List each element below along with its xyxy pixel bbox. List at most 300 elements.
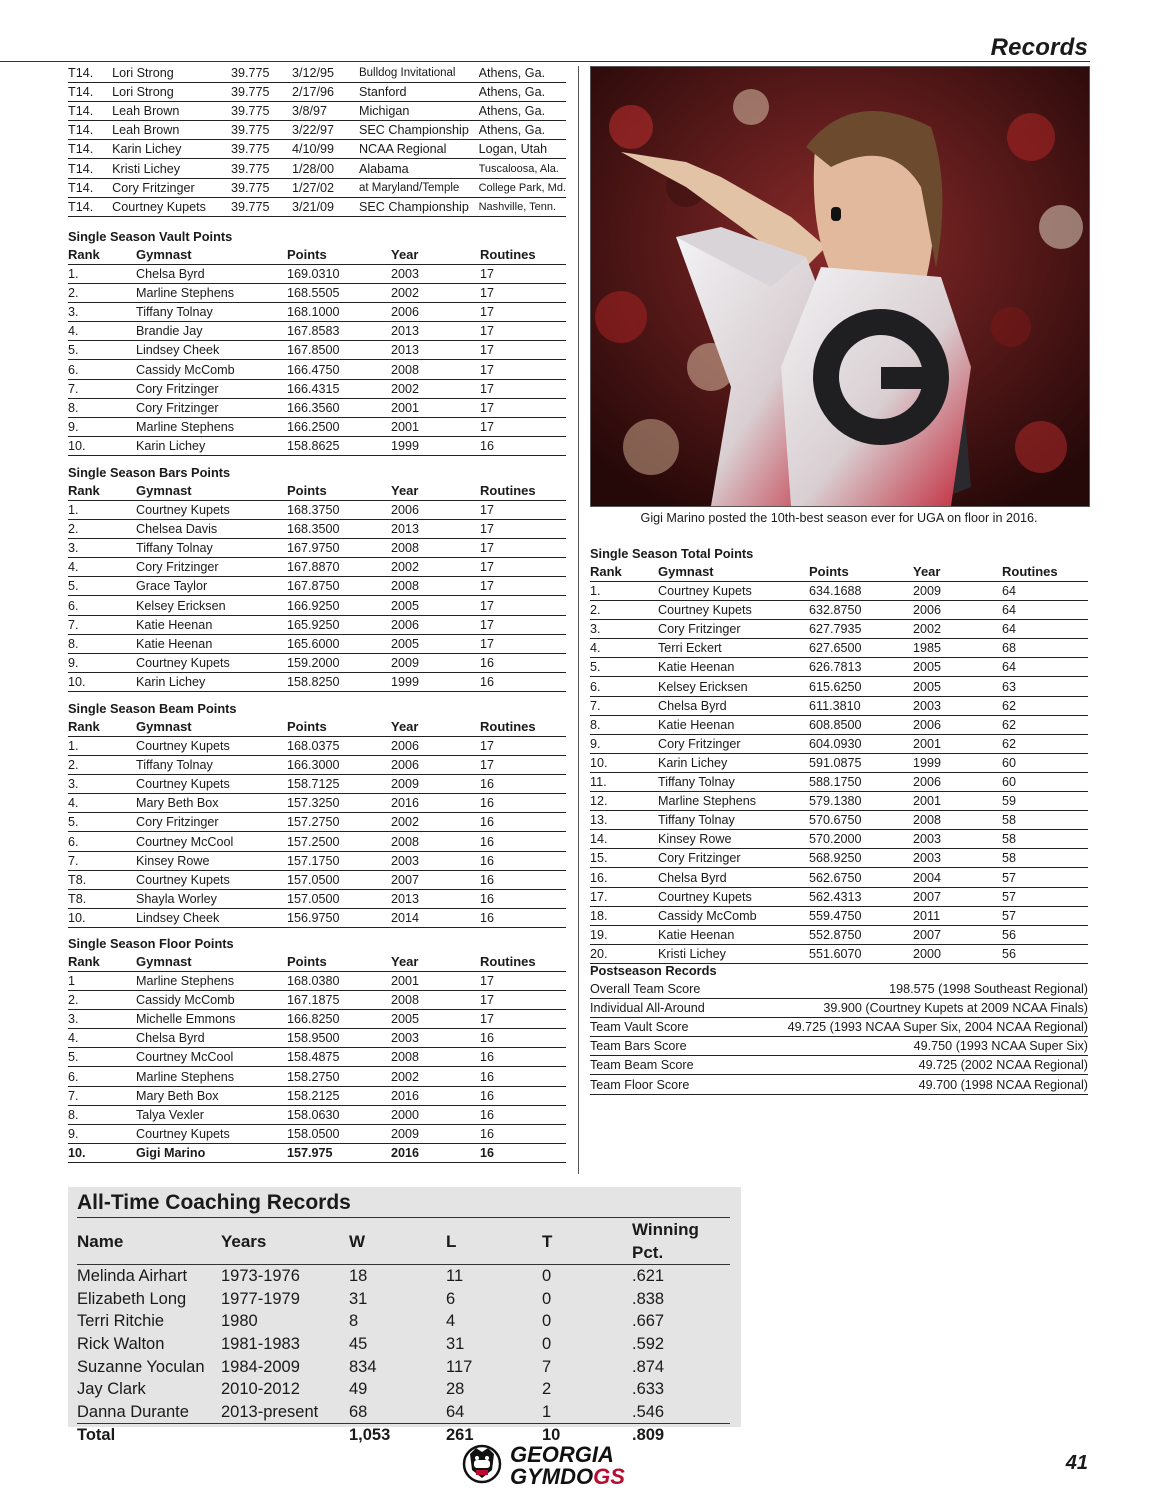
table-cell: 166.3560 <box>287 398 391 417</box>
column-header: Points <box>287 246 391 265</box>
table-cell: T14. <box>68 83 112 102</box>
table-cell: 3. <box>590 620 658 639</box>
table-cell: Marline Stephens <box>136 284 287 303</box>
table-cell: 2004 <box>913 868 1002 887</box>
page-number: 41 <box>1065 1452 1088 1474</box>
table-cell: 608.8500 <box>809 715 913 734</box>
table-cell: 3. <box>68 775 136 794</box>
table-row <box>68 284 566 303</box>
table-cell: Kinsey Rowe <box>658 830 809 849</box>
table-cell: 16 <box>480 1086 566 1105</box>
table-row <box>68 83 566 102</box>
table-cell: Stanford <box>359 83 479 102</box>
table-cell: Terri Eckert <box>658 639 809 658</box>
table-cell: 166.8250 <box>287 1010 391 1029</box>
column-header: Points <box>287 718 391 737</box>
table-cell: 2008 <box>391 539 480 558</box>
table-cell: 158.8625 <box>287 436 391 455</box>
table-cell: College Park, Md. <box>479 178 566 197</box>
table-cell: 3. <box>68 1010 136 1029</box>
table-cell: 2005 <box>913 677 1002 696</box>
table-cell: T14. <box>68 197 112 216</box>
table-cell: 2 <box>542 1380 552 1399</box>
table-cell: 3/8/97 <box>292 102 359 121</box>
total-section <box>590 545 1088 964</box>
table-cell: T14. <box>68 178 112 197</box>
column-header: Routines <box>480 718 566 737</box>
table-cell: Courtney Kupets <box>112 197 231 216</box>
table-cell: 7. <box>68 1086 136 1105</box>
table-cell: Tiffany Tolnay <box>136 756 287 775</box>
column-header: Rank <box>590 563 658 582</box>
photo-caption: Gigi Marino posted the 10th-best season ever for UGA on floor in 2016. <box>640 511 1038 525</box>
column-header: Gymnast <box>136 718 287 737</box>
table-row <box>68 794 566 813</box>
table-cell: 39.775 <box>231 197 292 216</box>
coaching-title: All-Time Coaching Records <box>77 1191 351 1214</box>
table-row <box>68 577 566 596</box>
table-cell: 2016 <box>391 1143 480 1162</box>
table-cell: Tiffany Tolnay <box>658 811 809 830</box>
table-cell: 2009 <box>391 1124 480 1143</box>
table-cell: Cory Fritzinger <box>112 178 231 197</box>
table-cell: 168.3750 <box>287 501 391 520</box>
table-cell: 17 <box>480 379 566 398</box>
table-cell: Mary Beth Box <box>136 794 287 813</box>
table-cell: 9. <box>68 653 136 672</box>
table-cell: 12. <box>590 792 658 811</box>
table-cell: 17 <box>480 577 566 596</box>
table-cell: 2001 <box>391 417 480 436</box>
header-row <box>68 953 566 972</box>
table-row <box>68 851 566 870</box>
table-cell: 6 <box>446 1289 456 1308</box>
table-cell: T14. <box>68 121 112 140</box>
table-row <box>68 417 566 436</box>
table-cell: 5. <box>68 813 136 832</box>
table-cell: 1. <box>68 501 136 520</box>
table-cell: 632.8750 <box>809 601 913 620</box>
record-label: Team Bars Score <box>590 1037 728 1056</box>
table-cell: Leah Brown <box>112 121 231 140</box>
record-value: 198.575 (1998 Southeast Regional) <box>728 980 1088 999</box>
table-cell: 62 <box>1002 696 1088 715</box>
table-cell: 19. <box>590 925 658 944</box>
table-cell: 2001 <box>913 792 1002 811</box>
table-cell: Katie Heenan <box>136 615 287 634</box>
table-cell: 18. <box>590 906 658 925</box>
table-cell: Marline Stephens <box>658 792 809 811</box>
table-cell: 2005 <box>391 634 480 653</box>
table-cell: 157.3250 <box>287 794 391 813</box>
table-cell: Karin Lichey <box>136 672 287 691</box>
table-row <box>68 972 566 991</box>
table-cell: 1/27/02 <box>292 178 359 197</box>
table-cell: 2016 <box>391 794 480 813</box>
table-row <box>68 360 566 379</box>
table-cell: Bulldog Invitational <box>359 64 479 83</box>
table-row <box>590 906 1088 925</box>
section-title: Single Season Floor Points <box>68 936 234 951</box>
table-cell: Danna Durante <box>77 1402 189 1421</box>
table-cell: 2013-present <box>221 1402 319 1421</box>
table-cell: 39.775 <box>231 102 292 121</box>
table-row <box>68 813 566 832</box>
table-cell: 2011 <box>913 906 1002 925</box>
table-cell: 2002 <box>391 1067 480 1086</box>
table-cell: Chelsa Byrd <box>136 265 287 284</box>
coaching-records-box <box>68 1187 741 1445</box>
table-row <box>68 265 566 284</box>
table-cell: 17 <box>480 558 566 577</box>
table-row <box>68 1029 566 1048</box>
table-cell: Marline Stephens <box>136 417 287 436</box>
table-cell: Brandie Jay <box>136 322 287 341</box>
table-cell: 158.8250 <box>287 672 391 691</box>
table-cell: 2/17/96 <box>292 83 359 102</box>
table-cell: NCAA Regional <box>359 140 479 159</box>
table-cell: Lori Strong <box>112 83 231 102</box>
table-row <box>68 870 566 889</box>
table-row <box>590 582 1088 601</box>
table-row <box>68 832 566 851</box>
section-title: Postseason Records <box>590 963 717 978</box>
table-row <box>590 734 1088 753</box>
table-row <box>590 811 1088 830</box>
table-cell <box>221 1424 349 1447</box>
table-cell: Elizabeth Long <box>77 1289 187 1308</box>
table-cell: 2000 <box>391 1105 480 1124</box>
table-cell: 60 <box>1002 753 1088 772</box>
table-cell: 2005 <box>913 658 1002 677</box>
table-cell: Katie Heenan <box>658 658 809 677</box>
table-cell: 117 <box>446 1357 473 1376</box>
table-cell: .546 <box>632 1402 665 1421</box>
table-cell: 64 <box>446 1402 465 1421</box>
table-cell: 168.3500 <box>287 520 391 539</box>
column-header: Routines <box>1002 563 1088 582</box>
table-cell: SEC Championship <box>359 197 479 216</box>
table-cell: 60 <box>1002 772 1088 791</box>
logo-line1: GEORGIA <box>510 1442 614 1467</box>
table-cell: 16 <box>480 1048 566 1067</box>
table-row <box>68 653 566 672</box>
table-cell: 2013 <box>391 322 480 341</box>
table-cell: 4. <box>68 794 136 813</box>
table-cell: 158.0500 <box>287 1124 391 1143</box>
table-cell: 16 <box>480 1143 566 1162</box>
table-cell: 2007 <box>913 925 1002 944</box>
record-label: Team Vault Score <box>590 1018 728 1037</box>
table-cell: 64 <box>1002 620 1088 639</box>
table-cell: 58 <box>1002 830 1088 849</box>
table-cell: 31 <box>446 1335 465 1354</box>
table-cell: 17 <box>480 520 566 539</box>
column-header: L <box>446 1218 542 1265</box>
table-cell: 7. <box>68 379 136 398</box>
column-header: Year <box>913 563 1002 582</box>
table-cell: 165.9250 <box>287 615 391 634</box>
table-cell: 1999 <box>391 672 480 691</box>
table-row <box>68 889 566 908</box>
table-cell: 156.9750 <box>287 908 391 927</box>
record-label: Overall Team Score <box>590 980 728 999</box>
table-row <box>77 1355 730 1378</box>
table-cell: 8. <box>68 1105 136 1124</box>
table-cell: 5. <box>590 658 658 677</box>
column-header: Year <box>391 246 480 265</box>
table-cell: Katie Heenan <box>658 715 809 734</box>
table-cell: Cassidy McComb <box>658 906 809 925</box>
table-cell: 834 <box>349 1357 377 1376</box>
table-cell: Michelle Emmons <box>136 1010 287 1029</box>
table-cell: 2006 <box>391 756 480 775</box>
table-cell: 0 <box>542 1267 552 1286</box>
table-cell: 157.0500 <box>287 889 391 908</box>
table-row <box>68 341 566 360</box>
table-cell: 626.7813 <box>809 658 913 677</box>
table-cell: 6. <box>590 677 658 696</box>
table-cell: Chelsa Byrd <box>658 696 809 715</box>
table-cell: 68 <box>1002 639 1088 658</box>
table-cell: 20. <box>590 944 658 963</box>
table-cell: Courtney Kupets <box>136 737 287 756</box>
table-cell: .809 <box>632 1424 730 1447</box>
table-cell: 3. <box>68 539 136 558</box>
top-scores-table <box>68 64 566 217</box>
table-cell: 3/12/95 <box>292 64 359 83</box>
table-row <box>68 197 566 216</box>
table-cell: 559.4750 <box>809 906 913 925</box>
table-cell: Courtney McCool <box>136 1048 287 1067</box>
table-cell: Athens, Ga. <box>479 102 566 121</box>
table-cell: 17 <box>480 756 566 775</box>
table-cell: 562.6750 <box>809 868 913 887</box>
table-cell: 169.0310 <box>287 265 391 284</box>
column-header: Rank <box>68 718 136 737</box>
vault-section <box>68 228 566 456</box>
table-row <box>590 887 1088 906</box>
section-title: Single Season Bars Points <box>68 465 231 480</box>
table-cell: Courtney Kupets <box>136 870 287 889</box>
table-cell: 16 <box>480 1105 566 1124</box>
table-cell: .874 <box>632 1357 665 1376</box>
table-cell: Shayla Worley <box>136 889 287 908</box>
table-cell: Chelsea Davis <box>136 520 287 539</box>
header-row <box>68 482 566 501</box>
table-cell: 7. <box>68 851 136 870</box>
table-cell: 2007 <box>391 870 480 889</box>
table-row <box>68 737 566 756</box>
table-cell: 2013 <box>391 520 480 539</box>
table-cell: 57 <box>1002 906 1088 925</box>
table-cell: 17 <box>480 615 566 634</box>
table-row <box>590 658 1088 677</box>
table-row <box>77 1310 730 1333</box>
table-cell: 611.3810 <box>809 696 913 715</box>
table-row <box>77 1378 730 1401</box>
table-cell: Tiffany Tolnay <box>658 772 809 791</box>
table-row <box>590 1075 1088 1094</box>
table-row <box>68 102 566 121</box>
table-cell: SEC Championship <box>359 121 479 140</box>
table-cell: 56 <box>1002 944 1088 963</box>
table-cell: 9. <box>68 1124 136 1143</box>
table-cell: 16 <box>480 672 566 691</box>
table-cell: Kristi Lichey <box>658 944 809 963</box>
table-cell: 16 <box>480 870 566 889</box>
table-cell: 57 <box>1002 868 1088 887</box>
table-cell: Terri Ritchie <box>77 1312 165 1331</box>
table-cell: 3/22/97 <box>292 121 359 140</box>
table-cell: 1/28/00 <box>292 159 359 178</box>
table-cell: .621 <box>632 1267 665 1286</box>
table-cell: 17 <box>480 991 566 1010</box>
table-cell: 159.2000 <box>287 653 391 672</box>
table-row <box>590 715 1088 734</box>
table-cell: 62 <box>1002 734 1088 753</box>
table-cell: 2016 <box>391 1086 480 1105</box>
table-cell: 39.775 <box>231 178 292 197</box>
table-cell: 10. <box>68 1143 136 1162</box>
table-cell: 570.6750 <box>809 811 913 830</box>
table-cell: 16 <box>480 653 566 672</box>
table-cell: 2006 <box>391 737 480 756</box>
table-cell: Leah Brown <box>112 102 231 121</box>
floor-section <box>68 935 566 1163</box>
table-row <box>68 322 566 341</box>
table-row <box>68 775 566 794</box>
table-cell: 2006 <box>391 501 480 520</box>
table-cell: Katie Heenan <box>136 634 287 653</box>
table-cell: 157.2750 <box>287 813 391 832</box>
table-cell: Karin Lichey <box>112 140 231 159</box>
table-cell: 16 <box>480 851 566 870</box>
table-cell: 2009 <box>391 653 480 672</box>
table-cell: .667 <box>632 1312 665 1331</box>
table-cell: T8. <box>68 870 136 889</box>
table-cell: Cory Fritzinger <box>136 813 287 832</box>
table-cell: 2010-2012 <box>221 1380 300 1399</box>
bars-section <box>68 464 566 692</box>
table-cell: 168.0375 <box>287 737 391 756</box>
table-cell: 2003 <box>391 1029 480 1048</box>
table-cell: 5. <box>68 1048 136 1067</box>
table-cell: 2009 <box>391 775 480 794</box>
table-cell: 168.1000 <box>287 303 391 322</box>
coaching-table <box>77 1217 730 1447</box>
table-cell: Cory Fritzinger <box>136 398 287 417</box>
column-header: Year <box>391 482 480 501</box>
table-row <box>68 64 566 83</box>
table-row <box>68 379 566 398</box>
column-header: Points <box>287 482 391 501</box>
table-row <box>590 772 1088 791</box>
table-cell: 15. <box>590 849 658 868</box>
bars-table <box>68 482 566 692</box>
table-cell: 17 <box>480 539 566 558</box>
section-title: Single Season Beam Points <box>68 701 237 716</box>
table-row <box>77 1288 730 1311</box>
record-value: 49.750 (1993 NCAA Super Six) <box>728 1037 1088 1056</box>
table-cell: 17 <box>480 341 566 360</box>
table-cell: .633 <box>632 1380 665 1399</box>
table-cell: 17 <box>480 501 566 520</box>
table-cell: 168.5505 <box>287 284 391 303</box>
table-cell: 2000 <box>913 944 1002 963</box>
table-cell: 615.6250 <box>809 677 913 696</box>
table-cell: Jay Clark <box>77 1380 146 1399</box>
table-cell: 17 <box>480 596 566 615</box>
column-header: Years <box>221 1218 349 1265</box>
gymnast-photo <box>590 66 1090 507</box>
column-header: Routines <box>480 246 566 265</box>
floor-table <box>68 953 566 1163</box>
table-cell: 2003 <box>913 849 1002 868</box>
table-cell: 157.2500 <box>287 832 391 851</box>
table-cell: 158.0630 <box>287 1105 391 1124</box>
table-row <box>590 677 1088 696</box>
table-cell: 39.775 <box>231 159 292 178</box>
table-cell: 10. <box>68 672 136 691</box>
table-cell: 14. <box>590 830 658 849</box>
column-header: Winning Pct. <box>632 1218 730 1265</box>
table-cell: 1,053 <box>349 1424 446 1447</box>
table-cell: 2002 <box>391 284 480 303</box>
table-cell: 57 <box>1002 887 1088 906</box>
record-label: Team Floor Score <box>590 1075 728 1094</box>
table-cell: 18 <box>349 1267 368 1286</box>
table-cell: 167.8500 <box>287 341 391 360</box>
table-cell: 158.4875 <box>287 1048 391 1067</box>
table-cell: Kelsey Ericksen <box>136 596 287 615</box>
table-cell: 9. <box>590 734 658 753</box>
table-cell: Marline Stephens <box>136 972 287 991</box>
table-cell: 2009 <box>913 582 1002 601</box>
table-cell: 261 <box>446 1424 542 1447</box>
table-cell: Alabama <box>359 159 479 178</box>
table-cell: 16 <box>480 1029 566 1048</box>
table-row <box>590 830 1088 849</box>
table-row <box>590 980 1088 999</box>
table-cell: 1. <box>68 265 136 284</box>
total-table <box>590 563 1088 964</box>
table-cell: 551.6070 <box>809 944 913 963</box>
bulldog-icon <box>464 1446 500 1482</box>
table-cell: 1980 <box>221 1312 258 1331</box>
table-cell: 0 <box>542 1289 552 1308</box>
table-cell: Courtney Kupets <box>136 653 287 672</box>
table-cell: at Maryland/Temple <box>359 178 479 197</box>
table-cell: 591.0875 <box>809 753 913 772</box>
table-cell: T14. <box>68 102 112 121</box>
table-cell: 1999 <box>391 436 480 455</box>
table-cell: Courtney McCool <box>136 832 287 851</box>
table-row <box>68 520 566 539</box>
table-cell: 2013 <box>391 889 480 908</box>
table-cell: 45 <box>349 1335 368 1354</box>
table-cell: T8. <box>68 889 136 908</box>
table-cell: Kristi Lichey <box>112 159 231 178</box>
beam-section <box>68 700 566 928</box>
table-cell: 2002 <box>391 558 480 577</box>
table-cell: 2. <box>590 601 658 620</box>
table-row <box>68 558 566 577</box>
table-cell: 7. <box>590 696 658 715</box>
table-row <box>68 159 566 178</box>
table-cell: 8 <box>349 1312 359 1331</box>
table-cell: 4. <box>68 322 136 341</box>
